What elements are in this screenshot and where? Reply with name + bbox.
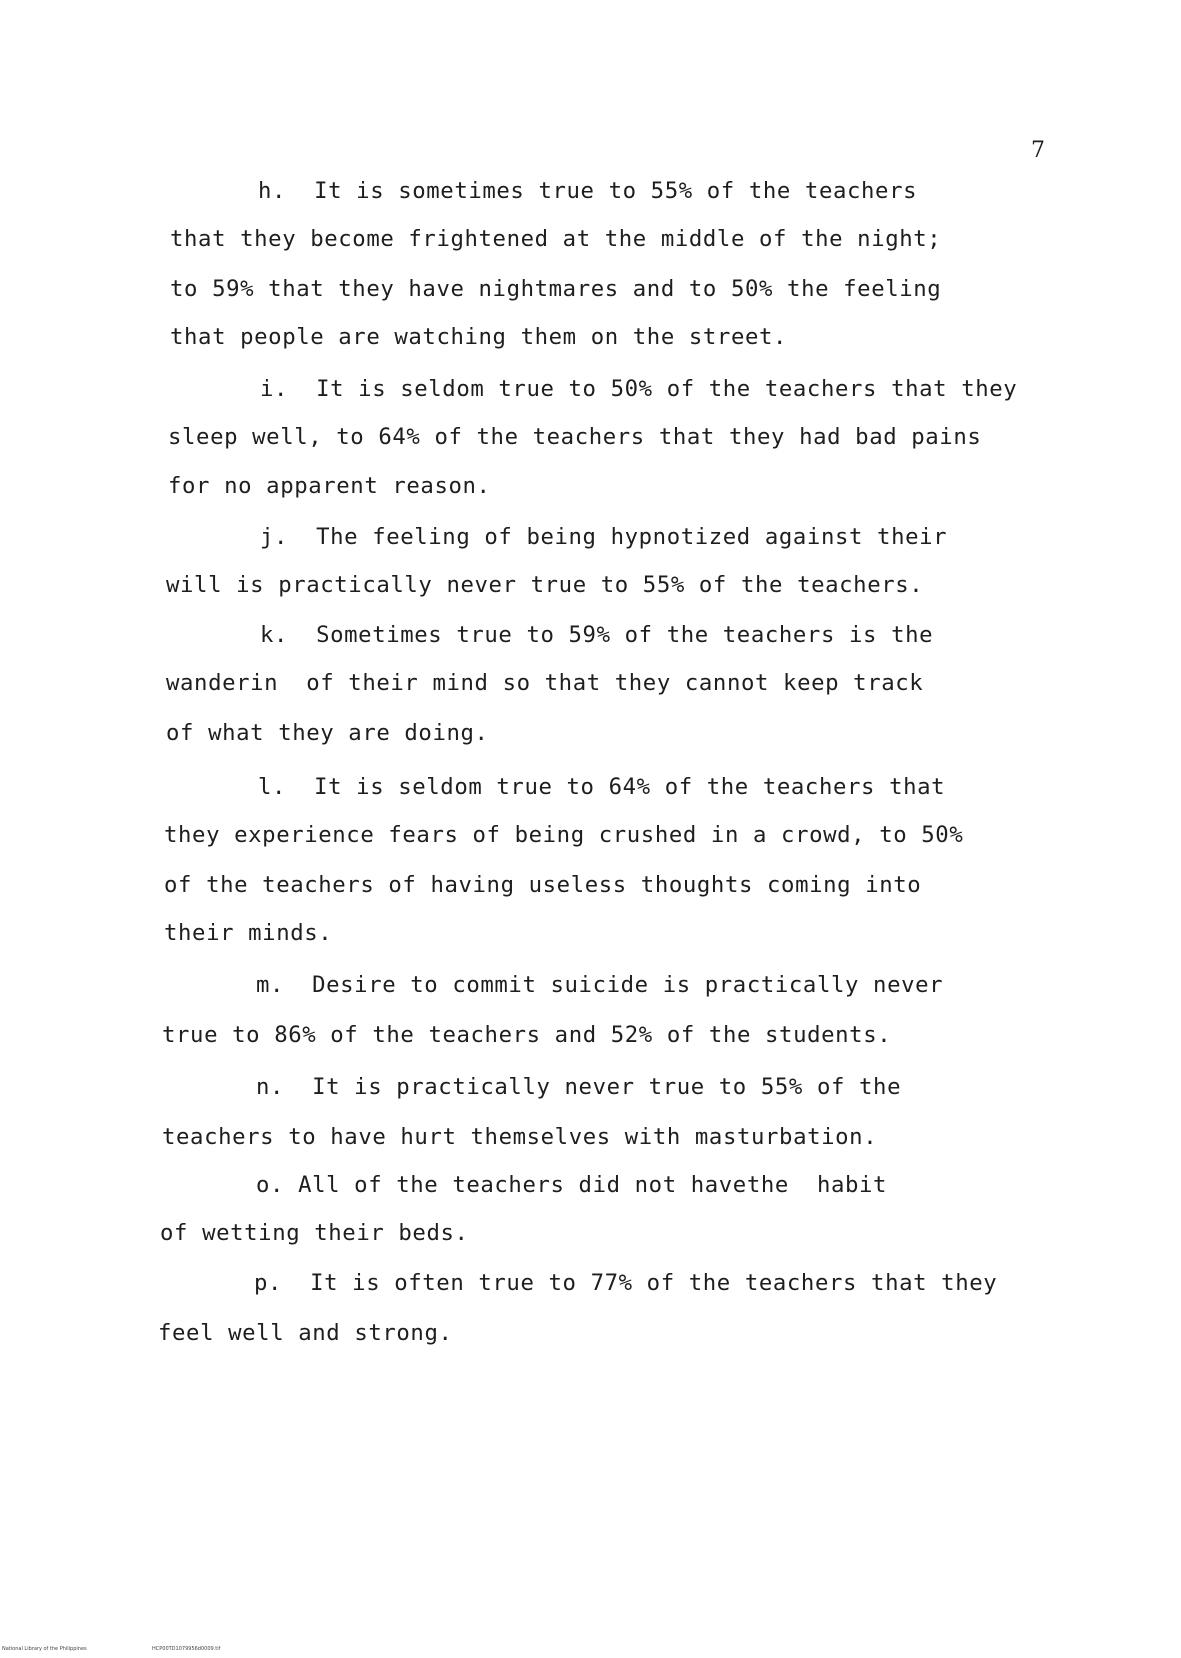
- text-line: k. Sometimes true to 59% of the teachers is the: [260, 622, 934, 648]
- text-line: p. It is often true to 77% of the teachers that they: [254, 1270, 998, 1296]
- text-line: will is practically never true to 55% of the teachers.: [166, 572, 924, 598]
- text-line: m. Desire to commit suicide is practically never: [256, 972, 944, 998]
- text-line: to 59% that they have nightmares and to 50% the feeling: [170, 276, 942, 302]
- text-line: wanderin of their mind so that they cannot keep track: [166, 670, 924, 696]
- text-line: h. It is sometimes true to 55% of the teachers: [258, 178, 918, 204]
- text-line: sleep well, to 64% of the teachers that they had bad pains: [168, 424, 982, 450]
- text-line: i. It is seldom true to 50% of the teachers that they: [260, 376, 1018, 402]
- text-line: for no apparent reason.: [168, 473, 491, 499]
- footer-library: National Library of the Philippines: [2, 1646, 87, 1652]
- text-line: that people are watching them on the street.: [170, 324, 788, 350]
- text-line: their minds.: [164, 920, 333, 946]
- text-line: teachers to have hurt themselves with masturbation.: [162, 1124, 878, 1150]
- text-line: they experience fears of being crushed in a crowd, to 50%: [164, 822, 964, 848]
- text-line: n. It is practically never true to 55% of the: [256, 1074, 902, 1100]
- text-line: that they become frightened at the middle of the night;: [170, 226, 942, 252]
- page-number: 7: [1031, 138, 1045, 163]
- text-line: true to 86% of the teachers and 52% of the students.: [162, 1022, 892, 1048]
- text-line: of wetting their beds.: [160, 1220, 469, 1246]
- text-line: o. All of the teachers did not havethe habit: [256, 1172, 888, 1198]
- footer-file-id: HCP00TD1079956d0009.tif: [152, 1646, 221, 1652]
- text-line: j. The feeling of being hypnotized against their: [260, 524, 948, 550]
- text-line: feel well and strong.: [158, 1320, 453, 1346]
- text-line: of the teachers of having useless thoughts coming into: [164, 872, 922, 898]
- text-line: l. It is seldom true to 64% of the teachers that: [258, 774, 946, 800]
- text-line: of what they are doing.: [166, 720, 489, 746]
